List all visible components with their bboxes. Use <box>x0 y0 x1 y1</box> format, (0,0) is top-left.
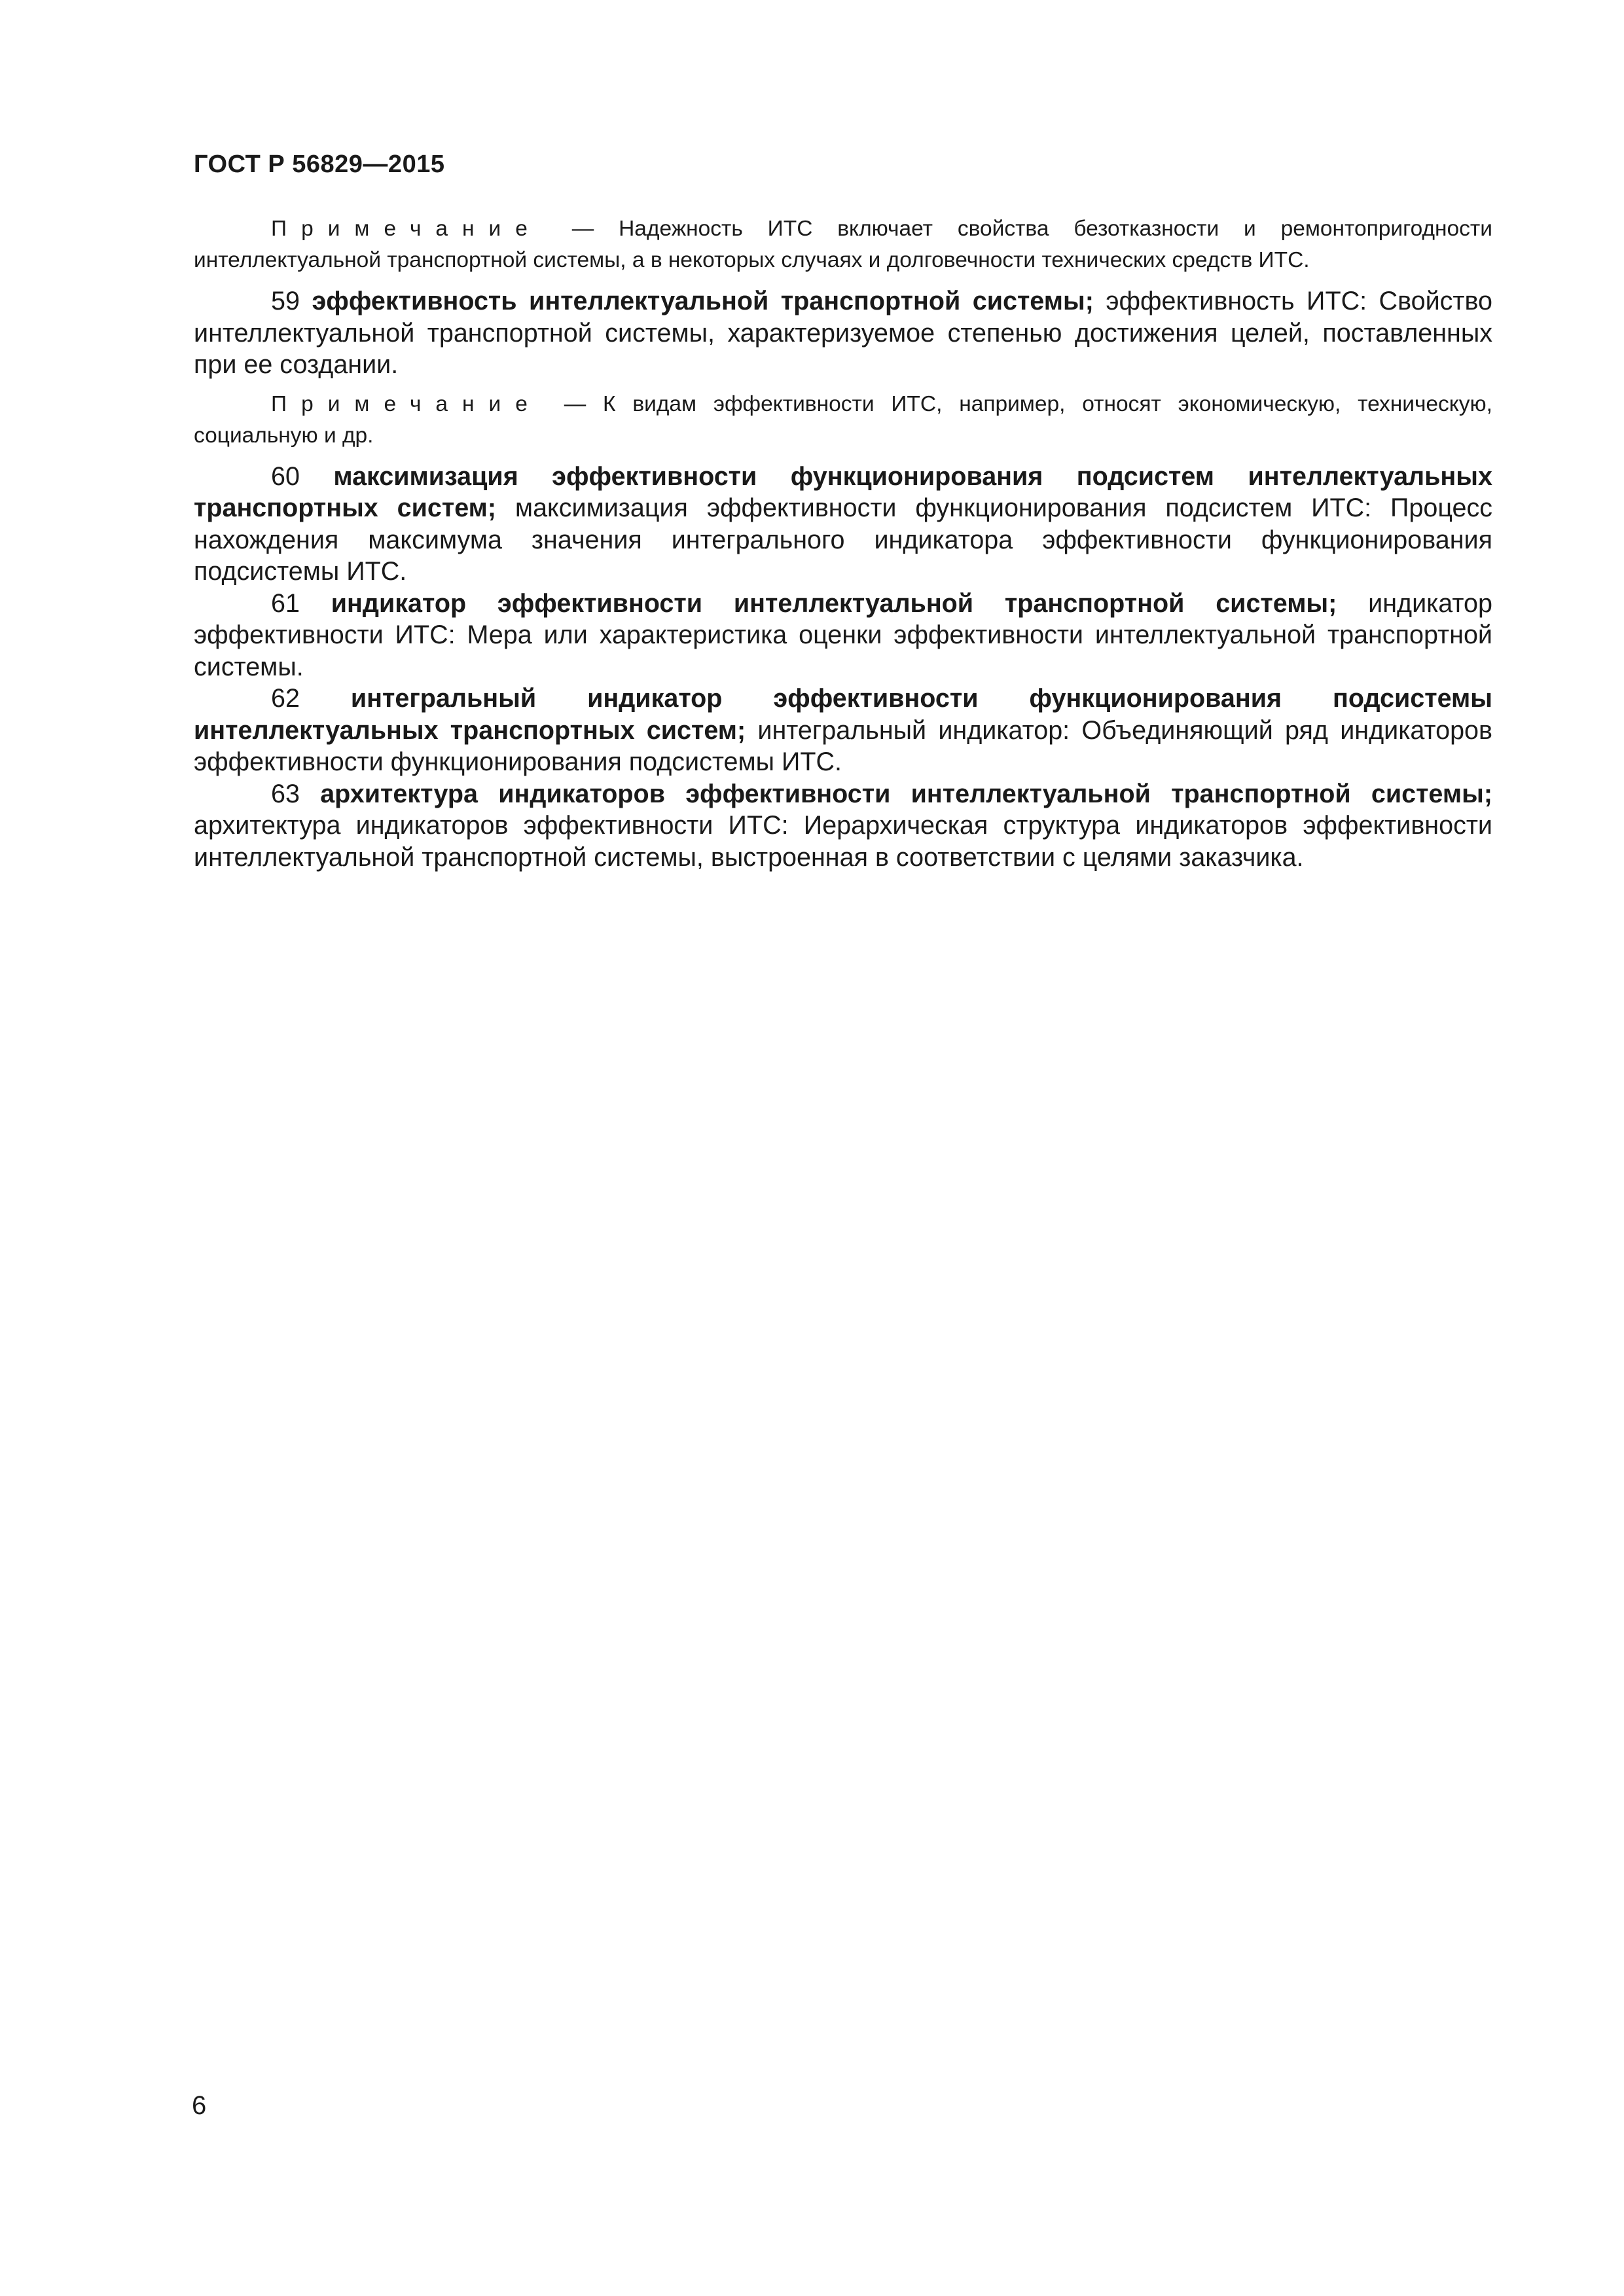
term-entry-63 <box>194 778 1492 874</box>
term-definition: максимизация эффективности функционирования подсистем ИТС: Процесс нахождения максимума значения интегрального индикатора эффективности функционирования подсистемы ИТС. <box>194 493 1492 586</box>
note-label: Примечание <box>271 217 542 241</box>
term-title: архитектура индикаторов эффективности интеллектуальной транспортной системы; <box>320 779 1492 808</box>
page-number: 6 <box>192 2091 207 2120</box>
note-text: — Надежность ИТС включает свойства безотказности и ремонтопригодности интеллектуальной транспортной системы, а в некоторых случаях и долговечности технических средств ИТС. <box>194 217 1492 272</box>
note-label: Примечание <box>271 391 542 416</box>
term-entry-60 <box>194 461 1492 588</box>
note-paragraph <box>194 389 1492 452</box>
term-number: 61 <box>271 588 300 618</box>
term-entry-59 <box>194 285 1492 381</box>
term-title: максимизация эффективности функционирования подсистем интеллектуальных транспортных систем; <box>194 461 1492 522</box>
term-number: 60 <box>271 461 300 491</box>
term-definition: эффективность ИТС: Свойство интеллектуальной транспортной системы, характеризуемое степенью достижения целей, поставленных при ее создании. <box>194 287 1493 379</box>
note-paragraph <box>194 213 1492 276</box>
term-number: 59 <box>271 287 300 315</box>
term-definition: интегральный индикатор: Объединяющий ряд индикаторов эффективности функционирования подсистемы ИТС. <box>194 715 1492 776</box>
document-body <box>194 213 1492 873</box>
term-title: индикатор эффективности интеллектуальной транспортной системы; <box>331 588 1337 618</box>
term-entry-62 <box>194 683 1492 778</box>
term-number: 62 <box>271 684 300 713</box>
note-text: — К видам эффективности ИТС, например, относят экономическую, техническую, социальную и др. <box>194 391 1492 448</box>
term-number: 63 <box>271 779 300 808</box>
term-title: интегральный индикатор эффективности функционирования подсистемы интеллектуальных транспортных систем; <box>194 684 1492 745</box>
term-definition: индикатор эффективности ИТС: Мера или характеристика оценки эффективности интеллектуальной транспортной системы. <box>194 588 1492 681</box>
term-title: эффективность интеллектуальной транспортной системы; <box>312 287 1094 315</box>
document-header: ГОСТ Р 56829—2015 <box>194 151 445 178</box>
term-entry-61 <box>194 588 1492 683</box>
term-definition: архитектура индикаторов эффективности ИТС: Иерархическая структура индикаторов эффективности интеллектуальной транспортной системы, выстроенная в соответствии с целями заказчика. <box>194 811 1492 872</box>
